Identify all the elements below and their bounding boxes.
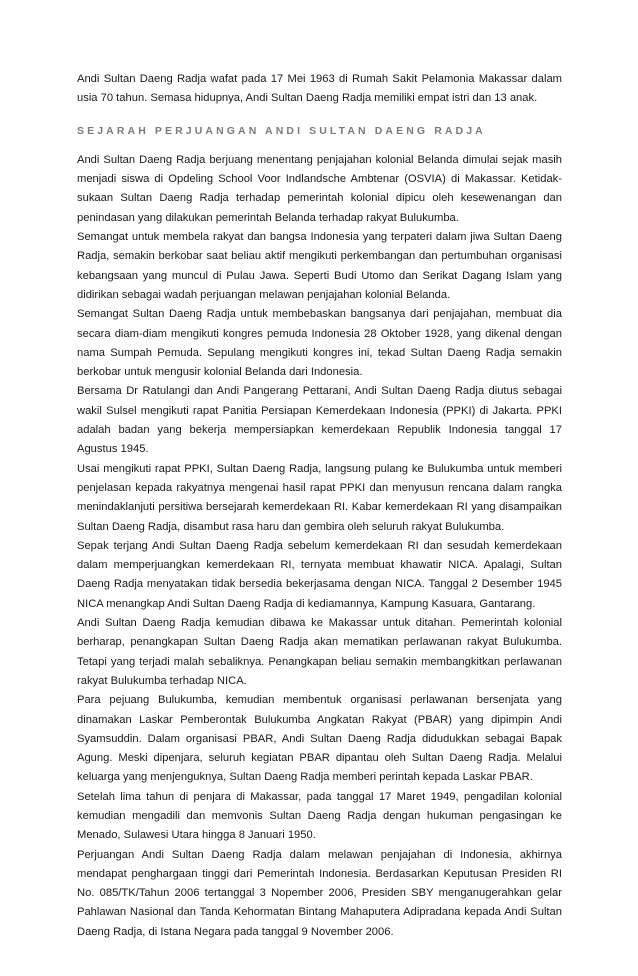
intro-paragraph: Andi Sultan Daeng Radja wafat pada 17 Mei 1963 di Rumah Sakit Pelamonia Makassar dalam usia 70 tahun. Semasa hidupnya, Andi Sultan Daeng Radja memiliki empat istri dan 13 anak.	[77, 73, 562, 105]
paragraph-4: Bersama Dr Ratulangi dan Andi Pangerang Pettarani, Andi Sultan Daeng Radja diutus sebagai wakil Sulsel mengikuti rapat Panitia Persiapan Kemerdekaan Indonesia (PPKI) di Jakarta. PPKI adalah badan yang bekerja mempersiapkan kemerdekaan Republik Indonesia tanggal 17 Agustus 1945.	[77, 385, 562, 456]
body-text	[77, 151, 562, 942]
section-heading: SEJARAH PERJUANGAN ANDI SULTAN DAENG RADJA	[77, 124, 486, 137]
paragraph-7: Andi Sultan Daeng Radja kemudian dibawa ke Makassar untuk ditahan. Pemerintah kolonial berharap, penangkapan Sultan Daeng Radja akan mematikan perlawanan rakyat Bulukumba. Tetapi yang terjadi malah sebaliknya. Penangkapan beliau semakin membangkitkan perlawanan rakyat Bulukumba terhadap NICA.	[77, 617, 562, 687]
paragraph-9: Setelah lima tahun di penjara di Makassar, pada tanggal 17 Maret 1949, pengadilan kolonial kemudian mengadili dan memvonis Sultan Daeng Radja dengan hukuman pengasingan ke Menado, Sulawesi Utara hingga 8 Januari 1950.	[77, 790, 562, 842]
paragraph-1: Andi Sultan Daeng Radja berjuang menentang penjajahan kolonial Belanda dimulai sejak masih menjadi siswa di Opdeling School Voor Indlandsche Ambtenar (OSVIA) di Makassar. Ketidak-sukaan Sultan Daeng Radja terhadap pemerintah kolonial dipicu oleh kesewenangan dan penindasan yang dilakukan pemerintah Belanda terhadap rakyat Bulukumba.	[77, 153, 562, 224]
paragraph-2: Semangat untuk membela rakyat dan bangsa Indonesia yang terpateri dalam jiwa Sultan Daeng Radja, semakin berkobar saat beliau aktif mengikuti perkembangan dan pertumbuhan organisasi kebangsaan yang muncul di Pulau Jawa. Seperti Budi Utomo dan Serikat Dagang Islam yang didirikan sebagai wadah perjuangan melawan penjajahan kolonial Belanda.	[77, 231, 562, 301]
paragraph-8: Para pejuang Bulukumba, kemudian membentuk organisasi perlawanan bersenjata yang dinamakan Laskar Pemberontak Bulukumba Angkatan Rakyat (PBAR) yang dipimpin Andi Syamsuddin. Dalam organisasi PBAR, Andi Sultan Daeng Radja didudukkan sebagai Bapak Agung. Meski dipenjara, seluruh kegiatan PBAR dipantau oleh Sultan Daeng Radja. Melalui keluarga yang menjenguknya, Sultan Daeng Radja memberi perintah kepada Laskar PBAR.	[77, 694, 562, 784]
document-page	[77, 70, 562, 942]
paragraph-10: Perjuangan Andi Sultan Daeng Radja dalam melawan penjajahan di Indonesia, akhirnya mendapat penghargaan tinggi dari Pemerintah Indonesia. Berdasarkan Keputusan Presiden RI No. 085/TK/Tahun 2006 tertanggal 3 Nopember 2006, Presiden SBY menganugerahkan gelar Pahlawan Nasional dan Tanda Kehormatan Bintang Mahaputera Adipradana kepada Andi Sultan Daeng Radja, di Istana Negara pada tanggal 9 November 2006.	[77, 848, 562, 938]
paragraph-5: Usai mengikuti rapat PPKI, Sultan Daeng Radja, langsung pulang ke Bulukumba untuk memberi penjelasan kepada rakyatnya mengenai hasil rapat PPKI dan menyusun rencana dalam rangka menindaklanjuti persitiwa bersejarah kemerdekaan RI. Kabar kemerdekaan RI yang disampaikan Sultan Daeng Radja, disambut rasa haru dan gembira oleh seluruh rakyat Bulukumba.	[77, 462, 562, 533]
paragraph-3: Semangat Sultan Daeng Radja untuk membebaskan bangsanya dari penjajahan, membuat dia secara diam-diam mengikuti kongres pemuda Indonesia 28 Oktober 1928, yang dikenal dengan nama Sumpah Pemuda. Sepulang mengikuti kongres ini, tekad Sultan Daeng Radja semakin berkobar untuk mengusir kolonial Belanda dari Indonesia.	[77, 308, 562, 379]
paragraph-6: Sepak terjang Andi Sultan Daeng Radja sebelum kemerdekaan RI dan sesudah kemerdekaan dalam memperjuangkan kemerdekaan RI, ternyata membuat khawatir NICA. Apalagi, Sultan Daeng Radja menyatakan tidak bersedia bekerjasama dengan NICA. Tanggal 2 Desember 1945 NICA menangkap Andi Sultan Daeng Radja di kediamannya, Kampung Kasuara, Gantarang.	[77, 539, 562, 610]
